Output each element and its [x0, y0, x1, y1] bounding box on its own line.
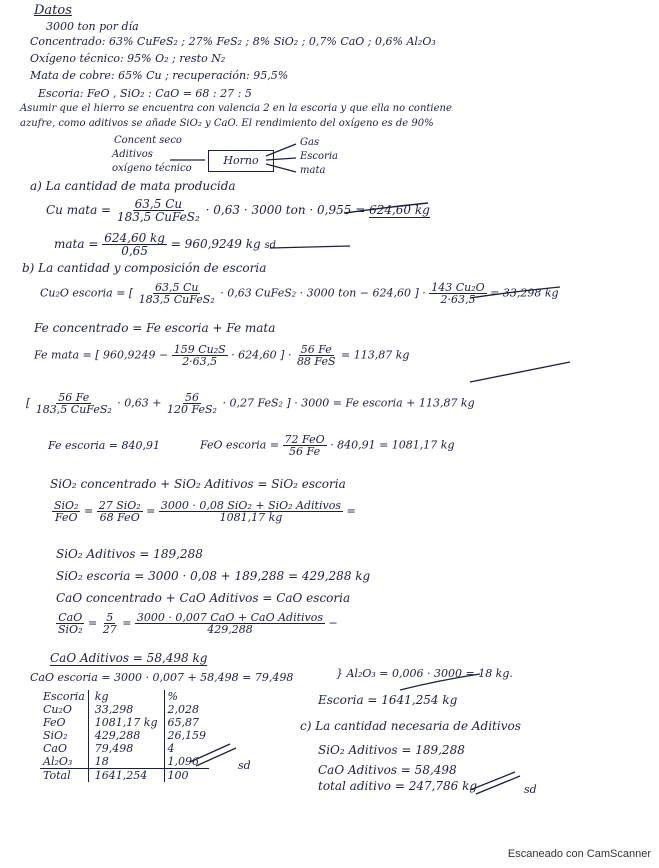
- diagram-output: Gas: [300, 137, 320, 148]
- fraction-num: 5: [106, 611, 114, 624]
- fraction-num: 63,5 Cu: [154, 281, 199, 294]
- fe-balance: Fe concentrado = Fe escoria + Fe mata: [34, 321, 276, 335]
- table-cell: 26,159: [167, 729, 206, 742]
- table-cell: Al₂O₃: [43, 755, 73, 768]
- sio2-escoria: SiO₂ escoria = 3000 · 0,08 + 189,288 = 429,288 kg: [56, 569, 371, 583]
- fraction-num: 624,60 kg: [104, 231, 165, 245]
- diagram-output: Escoria: [300, 151, 338, 162]
- fraction: [295, 344, 338, 367]
- fraction-num: 3000 · 0,08 SiO₂ + SiO₂ Aditivos: [160, 499, 341, 512]
- table-cell: 4: [167, 742, 175, 755]
- cao-escoria: CaO escoria = 3000 · 0,007 + 58,498 = 79,498: [30, 671, 294, 684]
- eq-label: mata =: [54, 237, 99, 251]
- fraction-num: 27 SiO₂: [98, 499, 141, 512]
- table-row: [40, 742, 209, 755]
- eq-mid: · 0,63 +: [117, 396, 162, 410]
- fraction-num: 56: [184, 391, 199, 404]
- escoria-summary-table: [40, 690, 209, 782]
- fraction-den: 68 FeO: [99, 511, 140, 524]
- fraction-den: 183,5 CuFeS₂: [35, 403, 112, 416]
- cao-balance: CaO concentrado + CaO Aditivos = CaO escoria: [56, 591, 351, 605]
- fraction-num: CaO: [58, 611, 83, 624]
- cao-aditivos: [50, 652, 207, 664]
- cu-mata-eq: [46, 198, 430, 223]
- table-row: [40, 716, 209, 729]
- table-cell: 1,096: [167, 755, 199, 768]
- table-cell: 1081,17 kg: [88, 716, 164, 729]
- scanner-watermark: Escaneado con CamScanner: [507, 848, 651, 860]
- fraction-den: 56 Fe: [289, 445, 321, 458]
- fraction-den: 88 FeS: [296, 355, 336, 368]
- fraction-den: 27: [102, 623, 117, 636]
- eq-mid: · 624,60: [231, 348, 277, 362]
- table-cell: CaO: [43, 742, 67, 755]
- fraction-den: 2·63,5: [182, 355, 218, 368]
- eq-label: Fe mata =: [34, 348, 92, 362]
- fraction-den: 1081,17 kg: [219, 511, 283, 524]
- diagram-output: mata: [300, 165, 326, 176]
- eq-mid: 960,9249 −: [103, 348, 169, 362]
- fraction: [429, 282, 486, 305]
- sio2-ratio: $\frac{\text{SiO₂}}{\text{FeO}}$ = $\frac{\text{27 SiO₂}}{\text{68 FeO}}$ = $\frac{\text{3000 · 0,08 SiO₂ + SiO₂ Aditivos}}{1081,17 kg}$ =: [54, 499, 356, 524]
- eq-result: = 960,9249 kg: [170, 237, 261, 251]
- data-line: azufre, como aditivos se añade SiO₂ y CaO. El rendimiento del oxígeno es de 90%: [20, 118, 434, 129]
- fraction-den: 183,5 CuFeS₂: [138, 293, 215, 306]
- escoria-total: Escoria = 1641,254 kg: [318, 693, 458, 707]
- fe-escoria: Fe escoria = 840,91: [48, 439, 161, 452]
- table-cell: Total: [40, 769, 88, 783]
- cu2o-eq: Cu₂O escoria = [ $\frac{63,5 Cu}{\text{183,5 CuFeS₂}}$ · 0,63 CuFeS₂ · 3000 ton − 624,60 ] · $\frac{\text{143 Cu₂O}}{2\cdot 63,5}$ = 33,298 kg: [40, 281, 559, 306]
- fraction: [159, 500, 343, 523]
- fraction-den: 429,288: [207, 623, 253, 636]
- table-header-cell: kg: [88, 690, 164, 703]
- part-b-heading: b) La cantidad y composición de escoria: [22, 261, 267, 275]
- cao-ratio: $\frac{\text{CaO}}{\text{SiO₂}}$ = $\frac{5}{27}$ = $\frac{\text{3000 · 0,007 CaO + CaO Aditivos}}{429,288}$ −: [58, 611, 338, 636]
- table-cell: Cu₂O: [43, 703, 72, 716]
- part-c-heading: c) La cantidad necesaria de Aditivos: [300, 719, 521, 733]
- fraction: [115, 198, 202, 223]
- cao-aditivos-value: CaO Aditivos = 58,498 kg: [50, 651, 208, 665]
- table-header: [40, 690, 209, 703]
- table-row: [40, 703, 209, 716]
- femata-eq: Fe mata = [ 960,9249 − $\frac{\text{159 Cu₂S}}{2\cdot 63,5}$ · 624,60 ] · $\frac{56 Fe}{\text{88 FeS}}$ = 113,87 kg: [34, 343, 410, 368]
- eq-label: FeO escoria =: [200, 438, 280, 452]
- fraction-den: 2·63,5: [440, 293, 476, 306]
- diagram-input: Concent seco: [114, 135, 182, 146]
- table-row: [40, 729, 209, 742]
- sd-mark: sd: [238, 759, 251, 772]
- title: Datos: [34, 3, 72, 18]
- diagram-input: Aditivos: [112, 149, 153, 160]
- table-cell: 100: [164, 769, 209, 783]
- eq-label: Cu mata =: [46, 203, 112, 217]
- part-c-total: total aditivo = 247,786 kg: [318, 779, 478, 793]
- fraction-num: 143 Cu₂O: [431, 281, 485, 294]
- table-cell: 79,498: [88, 742, 164, 755]
- fraction: [101, 612, 119, 635]
- part-c-cao: CaO Aditivos = 58,498: [318, 763, 457, 777]
- data-line: Oxígeno técnico: 95% O₂ ; resto N₂: [30, 52, 226, 65]
- sd-mark: sd: [264, 240, 277, 251]
- feconc-eq: [ $\frac{56 Fe}{\text{183,5 CuFeS₂}}$ · 0,63 + $\frac{56}{\text{120 FeS₂}}$ · 0,27 FeS₂ ] · 3000 = Fe escoria + 113,87 kg: [26, 391, 475, 416]
- eq-mid: · 0,63 CuFeS₂ · 3000 ton − 624,60: [220, 286, 411, 300]
- data-line: Mata de cobre: 65% Cu ; recuperación: 95,5%: [30, 69, 289, 82]
- table-cell: 65,87: [167, 716, 199, 729]
- fraction-num: 72 FeO: [284, 433, 325, 446]
- table-cell: FeO: [43, 716, 66, 729]
- fraction: [52, 500, 80, 523]
- eq-result: = 33,298 kg: [490, 286, 559, 300]
- table-cell: 33,298: [88, 703, 164, 716]
- eq-result: 624,60 kg: [369, 203, 430, 217]
- data-line: Asumir que el hierro se encuentra con valencia 2 en la escoria y que ella no contiene: [20, 103, 452, 114]
- table-cell: 18: [88, 755, 164, 769]
- fraction-num: 63,5 Cu: [134, 197, 183, 211]
- fraction: [165, 392, 219, 415]
- fraction: [135, 612, 325, 635]
- eq-rest: · 0,63 · 3000 ton · 0,955 =: [205, 203, 366, 217]
- fraction-num: SiO₂: [54, 499, 79, 512]
- eq-mid: · 0,27 FeS₂: [222, 396, 283, 410]
- fraction: [137, 282, 217, 305]
- fraction-num: 3000 · 0,007 CaO + CaO Aditivos: [136, 611, 324, 624]
- al2o3: } Al₂O₃ = 0,006 · 3000 = 18 kg.: [336, 667, 513, 680]
- part-a-heading: a) La cantidad de mata producida: [30, 179, 236, 193]
- fraction-den: SiO₂: [58, 623, 83, 636]
- eq-result: · 3000 = Fe escoria + 113,87 kg: [294, 396, 475, 410]
- data-line: 3000 ton por día: [46, 20, 139, 33]
- sio2-balance: SiO₂ concentrado + SiO₂ Aditivos = SiO₂ escoria: [50, 477, 346, 491]
- eq-result: = 113,87 kg: [341, 348, 410, 362]
- fraction-den: 120 FeS₂: [166, 403, 217, 416]
- table-header-cell: %: [167, 690, 178, 703]
- feo-eq: [200, 434, 455, 457]
- fraction-num: 159 Cu₂S: [173, 343, 226, 356]
- fraction: [97, 500, 143, 523]
- fraction: [283, 434, 327, 457]
- table-cell: 2,028: [167, 703, 199, 716]
- table-cell: SiO₂: [43, 729, 68, 742]
- fraction-den: 183,5 CuFeS₂: [116, 210, 200, 224]
- fraction-den: FeO: [54, 511, 78, 524]
- data-line: Concentrado: 63% CuFeS₂ ; 27% FeS₂ ; 8% SiO₂ ; 0,7% CaO ; 0,6% Al₂O₃: [30, 35, 436, 48]
- fraction-num: 56 Fe: [58, 391, 90, 404]
- table-header-cell: Escoria: [43, 690, 85, 703]
- table-cell: 429,288: [88, 729, 164, 742]
- diagram-input: oxígeno técnico: [112, 163, 192, 174]
- diagram-box-horno: Horno: [208, 150, 274, 172]
- table-cell: 1641,254: [88, 769, 164, 783]
- sd-mark: sd: [524, 783, 537, 796]
- sio2-aditivos: SiO₂ Aditivos = 189,288: [56, 547, 203, 561]
- fraction-den: 0,65: [121, 244, 148, 258]
- fraction: [102, 232, 167, 257]
- fraction: [34, 392, 114, 415]
- eq-label: Cu₂O escoria =: [40, 286, 126, 300]
- eq-result: · 840,91 = 1081,17 kg: [330, 438, 455, 452]
- table-row-total: [40, 769, 209, 783]
- fraction: [56, 612, 84, 635]
- part-c-sio2: SiO₂ Aditivos = 189,288: [318, 743, 465, 757]
- mata-eq: [54, 232, 276, 257]
- table-row: [40, 755, 209, 769]
- fraction-num: 56 Fe: [300, 343, 332, 356]
- data-line: Escoria: FeO , SiO₂ : CaO = 68 : 27 : 5: [38, 87, 252, 100]
- fraction: [172, 344, 228, 367]
